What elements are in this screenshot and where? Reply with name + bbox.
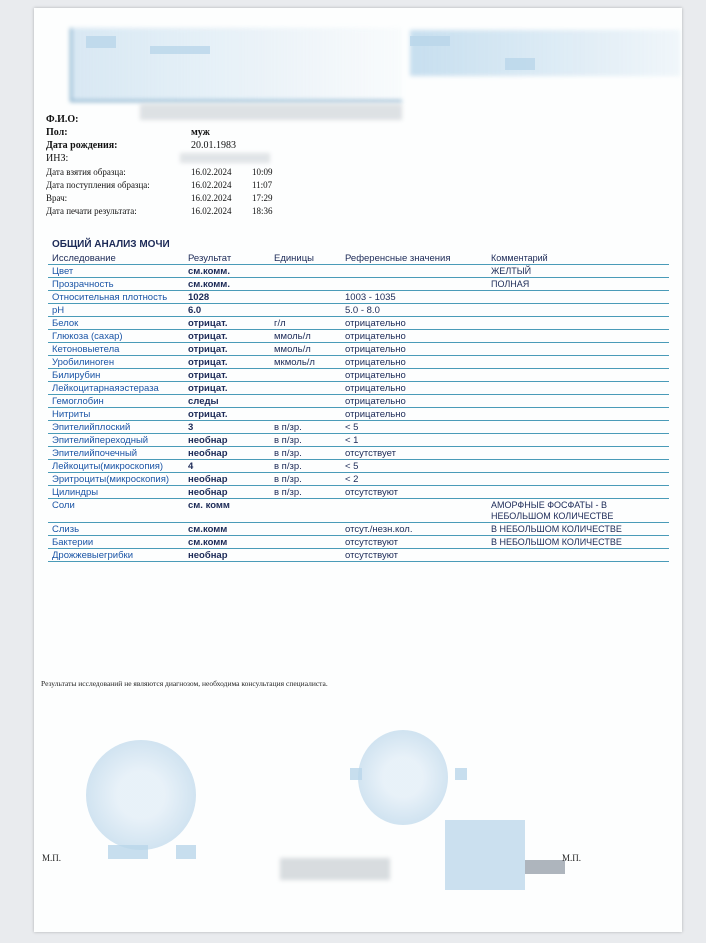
column-header: Результат	[184, 252, 270, 265]
redacted-block	[350, 768, 362, 780]
table-row	[48, 473, 669, 486]
table-row	[48, 330, 669, 343]
test-unit	[270, 291, 341, 304]
doctor-label: Врач:	[46, 193, 68, 203]
test-unit	[270, 499, 341, 523]
column-header: Комментарий	[487, 252, 669, 265]
test-result: необнар	[184, 549, 270, 562]
test-comment	[487, 473, 669, 486]
test-comment	[487, 343, 669, 356]
table-row	[48, 536, 669, 549]
redacted-block	[150, 46, 210, 54]
test-result: см.комм.	[184, 265, 270, 278]
redacted-block	[176, 845, 196, 859]
stamp-center	[358, 730, 448, 825]
test-unit: в п/зр.	[270, 473, 341, 486]
test-reference: отрицательно	[341, 382, 487, 395]
test-unit: в п/зр.	[270, 460, 341, 473]
test-reference: отсут./незн.кол.	[341, 523, 487, 536]
test-comment	[487, 369, 669, 382]
test-comment	[487, 408, 669, 421]
test-reference: отрицательно	[341, 343, 487, 356]
test-comment: В НЕБОЛЬШОМ КОЛИЧЕСТВЕ	[487, 523, 669, 536]
column-header: Единицы	[270, 252, 341, 265]
test-name: Билирубин	[48, 369, 184, 382]
test-name: Соли	[48, 499, 184, 523]
table-row	[48, 317, 669, 330]
test-comment	[487, 317, 669, 330]
table-row	[48, 395, 669, 408]
test-name: pH	[48, 304, 184, 317]
test-unit	[270, 278, 341, 291]
test-reference: < 1	[341, 434, 487, 447]
test-reference: отсутствует	[341, 447, 487, 460]
test-comment	[487, 486, 669, 499]
test-reference: 1003 - 1035	[341, 291, 487, 304]
test-comment: АМОРФНЫЕ ФОСФАТЫ - В НЕБОЛЬШОМ КОЛИЧЕСТВЕ	[487, 499, 669, 523]
redacted-block	[108, 845, 148, 859]
test-unit: ммоль/л	[270, 343, 341, 356]
stamp-left	[86, 740, 196, 850]
test-name: Эпителийпочечный	[48, 447, 184, 460]
taken-label: Дата взятия образца:	[46, 167, 126, 177]
test-comment	[487, 291, 669, 304]
test-result: отрицат.	[184, 408, 270, 421]
table-row	[48, 382, 669, 395]
redacted-block	[505, 58, 535, 70]
test-result: отрицат.	[184, 369, 270, 382]
test-comment: В НЕБОЛЬШОМ КОЛИЧЕСТВЕ	[487, 536, 669, 549]
test-comment	[487, 356, 669, 369]
test-unit	[270, 369, 341, 382]
doctor-time: 17:29	[252, 193, 273, 203]
test-result: необнар	[184, 473, 270, 486]
test-unit: в п/зр.	[270, 447, 341, 460]
test-reference: отрицательно	[341, 395, 487, 408]
test-result: необнар	[184, 486, 270, 499]
test-comment: ПОЛНАЯ	[487, 278, 669, 291]
table-row	[48, 304, 669, 317]
table-row	[48, 486, 669, 499]
test-result: 6.0	[184, 304, 270, 317]
test-unit: в п/зр.	[270, 486, 341, 499]
table-header-row	[48, 252, 669, 265]
test-reference: отсутствуют	[341, 486, 487, 499]
test-result: см.комм	[184, 523, 270, 536]
test-name: Прозрачность	[48, 278, 184, 291]
table-row	[48, 265, 669, 278]
test-result: необнар	[184, 434, 270, 447]
redacted-block	[455, 768, 467, 780]
received-date: 16.02.2024	[191, 180, 232, 190]
print-time: 18:36	[252, 206, 273, 216]
received-time: 11:07	[252, 180, 273, 190]
table-row	[48, 408, 669, 421]
redacted-signature	[280, 858, 390, 880]
test-unit	[270, 265, 341, 278]
section-title: ОБЩИЙ АНАЛИЗ МОЧИ	[52, 239, 170, 250]
test-name: Эритроциты(микроскопия)	[48, 473, 184, 486]
test-comment	[487, 304, 669, 317]
test-name: Эпителийпереходный	[48, 434, 184, 447]
test-comment	[487, 395, 669, 408]
test-comment	[487, 549, 669, 562]
redacted-block	[86, 36, 116, 48]
table-row	[48, 421, 669, 434]
test-unit: мкмоль/л	[270, 356, 341, 369]
table-row	[48, 291, 669, 304]
test-result: 4	[184, 460, 270, 473]
test-reference: отрицательно	[341, 369, 487, 382]
test-name: Дрожжевыегрибки	[48, 549, 184, 562]
test-unit	[270, 549, 341, 562]
test-reference: отсутствуют	[341, 549, 487, 562]
stamp-label-right: М.П.	[562, 853, 582, 863]
table-row	[48, 523, 669, 536]
test-reference: < 2	[341, 473, 487, 486]
test-comment	[487, 421, 669, 434]
test-unit: г/л	[270, 317, 341, 330]
column-header: Исследование	[48, 252, 184, 265]
column-header: Референсные значения	[341, 252, 487, 265]
doctor-date: 16.02.2024	[191, 193, 232, 203]
table-row	[48, 447, 669, 460]
redacted-name	[140, 104, 402, 120]
sex-label: Пол:	[46, 127, 68, 138]
test-result: следы	[184, 395, 270, 408]
test-result: отрицат.	[184, 356, 270, 369]
table-row	[48, 356, 669, 369]
test-name: Лейкоцитарнаяэстераза	[48, 382, 184, 395]
test-name: Слизь	[48, 523, 184, 536]
test-reference: отрицательно	[341, 356, 487, 369]
test-name: Нитриты	[48, 408, 184, 421]
test-reference: отсутствуют	[341, 536, 487, 549]
test-comment	[487, 382, 669, 395]
test-name: Кетоновыетела	[48, 343, 184, 356]
redacted-signature-pixels	[445, 820, 525, 890]
taken-date: 16.02.2024	[191, 167, 232, 177]
test-name: Цилиндры	[48, 486, 184, 499]
test-result: 3	[184, 421, 270, 434]
print-date: 16.02.2024	[191, 206, 232, 216]
redacted-header-left	[70, 28, 402, 102]
redacted-block	[410, 36, 450, 46]
taken-time: 10:09	[252, 167, 273, 177]
test-reference: отрицательно	[341, 408, 487, 421]
test-unit: в п/зр.	[270, 434, 341, 447]
stamp-label: М.П.	[42, 853, 62, 863]
table-row	[48, 434, 669, 447]
dob-value: 20.01.1983	[191, 140, 236, 151]
test-result: отрицат.	[184, 330, 270, 343]
test-name: Цвет	[48, 265, 184, 278]
sex-value: муж	[191, 127, 210, 138]
redacted-header-right	[410, 30, 680, 76]
test-comment: ЖЕЛТЫЙ	[487, 265, 669, 278]
test-reference: < 5	[341, 421, 487, 434]
test-reference: отрицательно	[341, 317, 487, 330]
test-result: 1028	[184, 291, 270, 304]
test-name: Гемоглобин	[48, 395, 184, 408]
redacted-block	[525, 860, 565, 874]
test-result: необнар	[184, 447, 270, 460]
test-unit	[270, 536, 341, 549]
test-reference	[341, 265, 487, 278]
test-result: отрицат.	[184, 317, 270, 330]
test-name: Бактерии	[48, 536, 184, 549]
test-result: см.комм	[184, 536, 270, 549]
test-name: Относительная плотность	[48, 291, 184, 304]
test-comment	[487, 460, 669, 473]
test-unit	[270, 523, 341, 536]
test-name: Глюкоза (сахар)	[48, 330, 184, 343]
table-row	[48, 369, 669, 382]
redacted-inz	[180, 153, 270, 163]
received-label: Дата поступления образца:	[46, 180, 150, 190]
table-row	[48, 343, 669, 356]
results-table	[48, 252, 669, 562]
test-name: Уробилиноген	[48, 356, 184, 369]
test-result: отрицат.	[184, 382, 270, 395]
table-row	[48, 499, 669, 523]
table-row	[48, 549, 669, 562]
test-reference: < 5	[341, 460, 487, 473]
dob-label: Дата рождения:	[46, 140, 118, 151]
test-name: Лейкоциты(микроскопия)	[48, 460, 184, 473]
test-unit: ммоль/л	[270, 330, 341, 343]
test-unit	[270, 382, 341, 395]
table-row	[48, 278, 669, 291]
test-name: Эпителийплоский	[48, 421, 184, 434]
test-reference	[341, 499, 487, 523]
table-row	[48, 460, 669, 473]
test-unit	[270, 395, 341, 408]
inz-label: ИНЗ:	[46, 153, 69, 164]
print-label: Дата печати результата:	[46, 206, 137, 216]
test-result: см.комм.	[184, 278, 270, 291]
test-result: см. комм	[184, 499, 270, 523]
test-reference: 5.0 - 8.0	[341, 304, 487, 317]
footnote: Результаты исследований не являются диагнозом, необходима консультация специалиста.	[41, 679, 328, 688]
test-comment	[487, 434, 669, 447]
test-result: отрицат.	[184, 343, 270, 356]
test-comment	[487, 447, 669, 460]
fio-label: Ф.И.О:	[46, 114, 79, 125]
test-unit	[270, 304, 341, 317]
test-name: Белок	[48, 317, 184, 330]
test-unit	[270, 408, 341, 421]
test-reference: отрицательно	[341, 330, 487, 343]
test-reference	[341, 278, 487, 291]
test-unit: в п/зр.	[270, 421, 341, 434]
test-comment	[487, 330, 669, 343]
